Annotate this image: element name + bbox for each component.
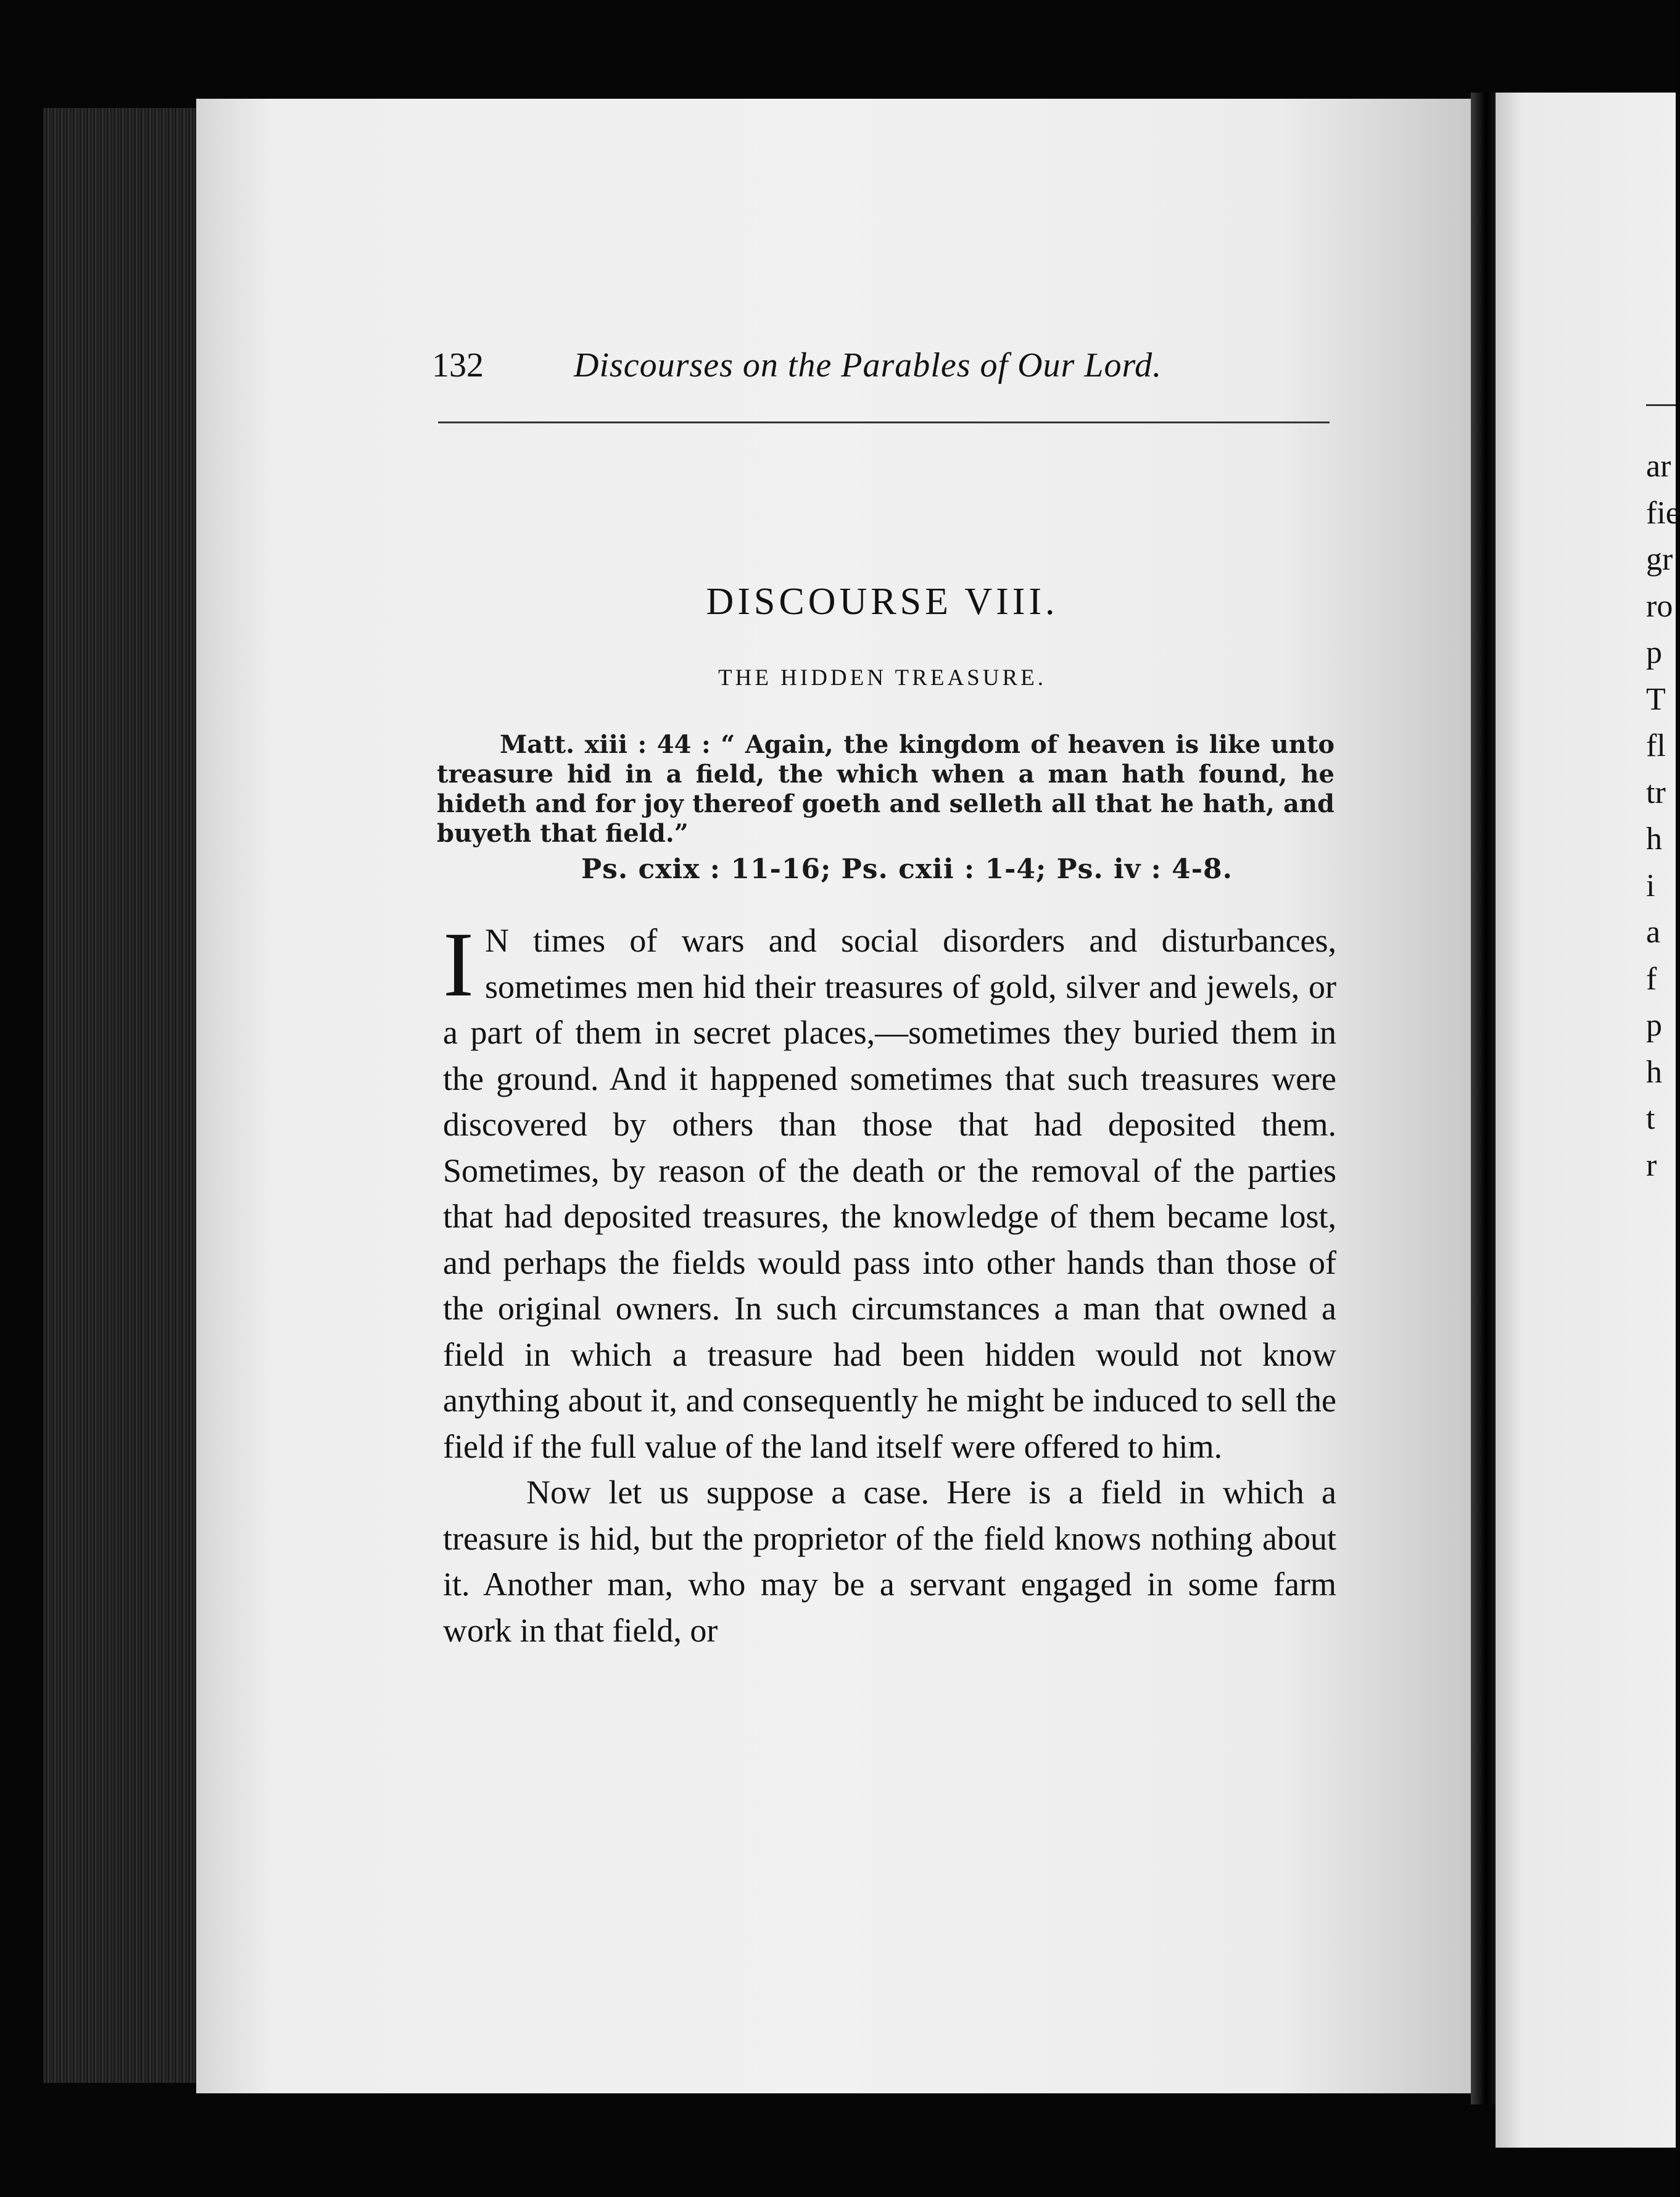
page-edges bbox=[43, 108, 210, 2083]
drop-cap: I bbox=[443, 913, 474, 1016]
facing-line: gr bbox=[1646, 542, 1673, 577]
facing-line: a bbox=[1646, 915, 1661, 950]
page-number: 132 bbox=[432, 346, 484, 384]
facing-line: r bbox=[1646, 1147, 1657, 1183]
scripture-quote: Matt. xiii : 44 : “ Again, the kingdom of heaven is like unto treasure hid in a field, the which when a man hath found, he hideth and for joy thereof goeth and selleth all that he hath, and buyeth that field.” bbox=[437, 730, 1334, 848]
facing-line: ar bbox=[1646, 449, 1671, 484]
facing-line: h bbox=[1646, 1054, 1662, 1090]
discourse-subtitle: THE HIDDEN TREASURE. bbox=[718, 665, 1046, 691]
facing-line: p bbox=[1646, 635, 1662, 670]
facing-line: T bbox=[1646, 681, 1666, 717]
facing-line: i bbox=[1646, 868, 1655, 903]
facing-line: ro bbox=[1646, 588, 1673, 624]
paragraph-1 bbox=[443, 913, 1336, 1469]
discourse-title: DISCOURSE VIII. bbox=[706, 581, 1059, 623]
facing-line: p bbox=[1646, 1008, 1662, 1043]
facing-page-rule bbox=[1646, 404, 1676, 406]
facing-page-text bbox=[1646, 443, 1680, 1189]
facing-line: tr bbox=[1646, 775, 1666, 810]
paragraph-1-text: N times of wars and social disorders and disturbances, sometimes men hid their treasures of gold, silver and jewels, or a part of them in secret places,—sometimes they buried them in the ground. And it happened sometimes that such treasures were discovered by others than those that had deposited them. Sometimes, by reason of the death or the removal of the parties that had deposited treasures, the knowledge of them became lost, and perhaps the fields would pass into other hands than those of the original owners. In such circumstances a man that owned a field in which a treasure had been hidden would not know anything about it, and consequently he might be induced to sell the field if the full value of the land itself were offered to him. bbox=[443, 922, 1336, 1465]
running-title: Discourses on the Parables of Our Lord. bbox=[574, 346, 1162, 384]
book-gutter bbox=[1471, 93, 1496, 2104]
paragraph-2: Now let us suppose a case. Here is a field in which a treasure is hid, but the proprietor of the field knows nothing about it. Another man, who may be a servant engaged in some farm work in that field, or bbox=[443, 1474, 1336, 1649]
facing-line: fl bbox=[1646, 728, 1666, 763]
facing-line: h bbox=[1646, 821, 1662, 857]
facing-line: fie bbox=[1646, 495, 1680, 531]
scripture-references: Ps. cxix : 11-16; Ps. cxii : 1-4; Ps. iv : 4-8. bbox=[581, 853, 1233, 885]
facing-line: t bbox=[1646, 1101, 1655, 1136]
header-rule bbox=[438, 422, 1330, 423]
body-text bbox=[443, 913, 1336, 1653]
facing-line: f bbox=[1646, 961, 1657, 997]
running-head bbox=[432, 346, 1333, 389]
